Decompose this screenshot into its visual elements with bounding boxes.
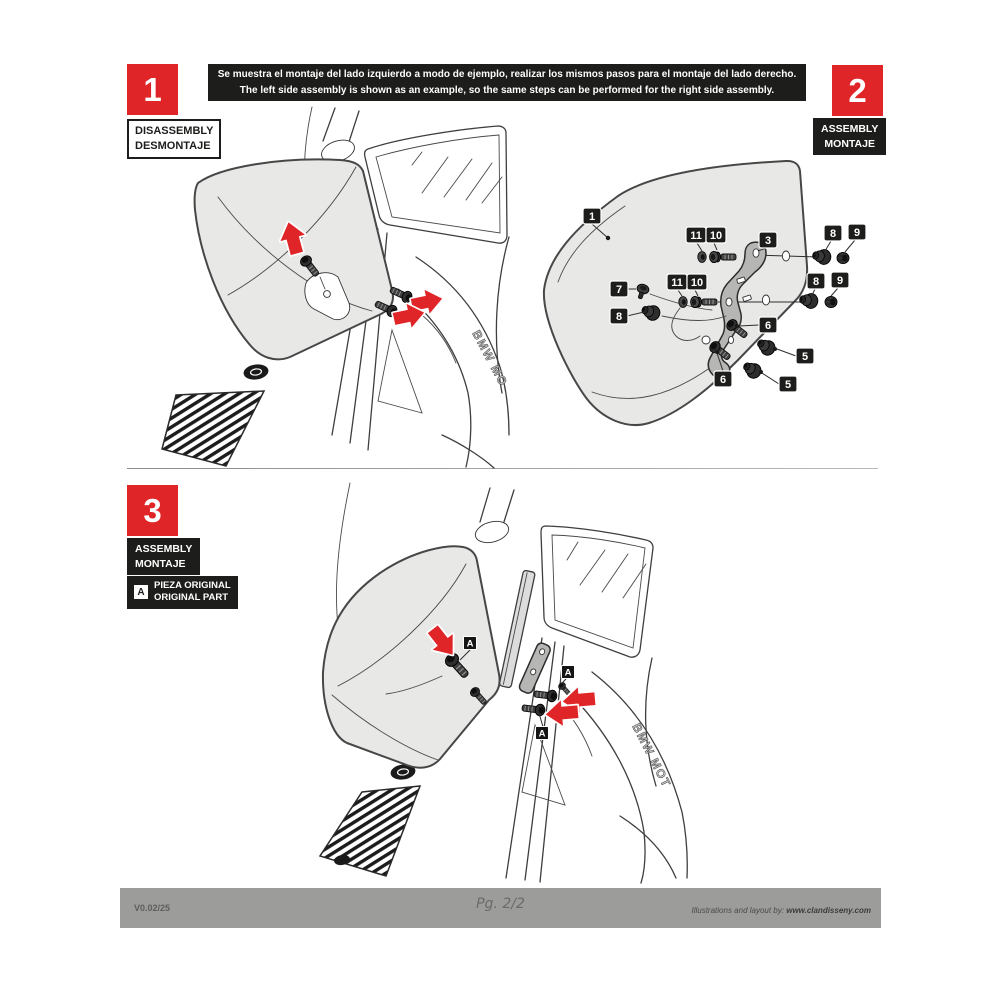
page-number: Pg. 2/2 (476, 896, 525, 912)
step-1-label-es: DESMONTAJE (135, 139, 211, 152)
step-1-number: 1 (143, 70, 162, 108)
svg-text:A: A (538, 728, 546, 740)
callout-7 (610, 281, 628, 297)
grille-hatch (162, 391, 264, 466)
washer-icon (698, 252, 706, 263)
original-part-badge-icon: A (134, 585, 148, 599)
footer-bar (120, 888, 881, 928)
brand-text: BMW MO (469, 327, 511, 389)
credit-site: www.clandisseny.com (786, 906, 871, 915)
deflector-panel (195, 159, 393, 359)
version-label: V0.02/25 (134, 903, 171, 913)
svg-text:8: 8 (812, 276, 820, 288)
svg-text:11: 11 (671, 277, 683, 289)
step-3-label-es: MONTAJE (135, 557, 186, 570)
callout-3 (759, 232, 777, 248)
step-2-label-en: ASSEMBLY (821, 123, 879, 135)
brand-text: BMW MOT (629, 721, 674, 791)
step-2-label-es: MONTAJE (824, 137, 875, 150)
svg-text:9: 9 (853, 227, 861, 239)
step-3-number: 3 (143, 491, 162, 529)
svg-text:7: 7 (615, 284, 623, 296)
svg-text:10: 10 (690, 277, 704, 289)
rubber-grommet-icon (811, 248, 832, 266)
original-part-legend-text (154, 580, 231, 605)
callout-8 (610, 308, 628, 324)
svg-text:8: 8 (829, 228, 837, 240)
svg-text:6: 6 (764, 320, 772, 332)
svg-text:A: A (466, 638, 474, 650)
step-2-badge (832, 65, 883, 116)
svg-text:6: 6 (719, 374, 727, 386)
callout-9 (831, 272, 849, 288)
original-part-marker-a (536, 727, 549, 740)
svg-text:1: 1 (588, 211, 596, 223)
svg-text:5: 5 (801, 351, 809, 363)
rubber-grommet-icon (740, 359, 763, 381)
washer-icon (679, 297, 687, 308)
step-1-label-en: DISASSEMBLY (135, 125, 214, 137)
callout-9 (848, 224, 866, 240)
svg-text:11: 11 (690, 230, 702, 242)
svg-text:5: 5 (784, 379, 792, 391)
screw-icon (533, 688, 557, 702)
callout-10 (706, 227, 726, 243)
diagram-1-disassembly (160, 105, 510, 468)
svg-text:8: 8 (615, 311, 623, 323)
mounted-bracket (518, 642, 552, 695)
step-3-badge (127, 485, 178, 536)
callout-6 (759, 317, 777, 333)
svg-text:10: 10 (709, 230, 723, 242)
diagram-2-exploded-view (530, 150, 890, 440)
step-3-label-en: ASSEMBLY (135, 543, 193, 555)
deflector-panel (544, 161, 807, 425)
callout-10 (687, 274, 707, 290)
callout-6 (714, 371, 732, 387)
legend-line-en: ORIGINAL PART (154, 592, 229, 604)
callout-5 (796, 348, 814, 364)
nut-icon (825, 296, 837, 307)
deflector-panel (323, 546, 500, 767)
callout-8 (807, 273, 825, 289)
credit-text (691, 906, 871, 915)
nut-icon (837, 252, 849, 263)
callout-8 (824, 225, 842, 241)
callout-11 (667, 274, 687, 290)
svg-text:9: 9 (836, 275, 844, 287)
callout-11 (686, 227, 706, 243)
step-3-label (127, 538, 200, 575)
step-2-number: 2 (848, 71, 867, 109)
svg-text:3: 3 (764, 235, 772, 247)
original-part-legend (127, 576, 238, 609)
note-banner-line-es: Se muestra el montaje del lado izquierdo a modo de ejemplo, realizar los mismos pasos para el montaje del lado derecho. (217, 69, 797, 80)
diagram-3-assembly (290, 480, 710, 885)
callout-5 (779, 376, 797, 392)
section-divider (127, 468, 878, 469)
original-part-marker-a (464, 637, 477, 650)
callout-1 (583, 208, 601, 224)
screw-icon (521, 702, 545, 716)
original-part-marker-a (562, 666, 575, 679)
svg-text:A: A (564, 667, 572, 679)
note-banner-line-en: The left side assembly is shown as an example, so the same steps can be performed for the right side assembly. (239, 84, 775, 96)
credit-prefix: Illustrations and layout by: (691, 906, 784, 915)
legend-line-es: PIEZA ORIGINAL (154, 580, 231, 591)
note-banner (208, 64, 806, 101)
